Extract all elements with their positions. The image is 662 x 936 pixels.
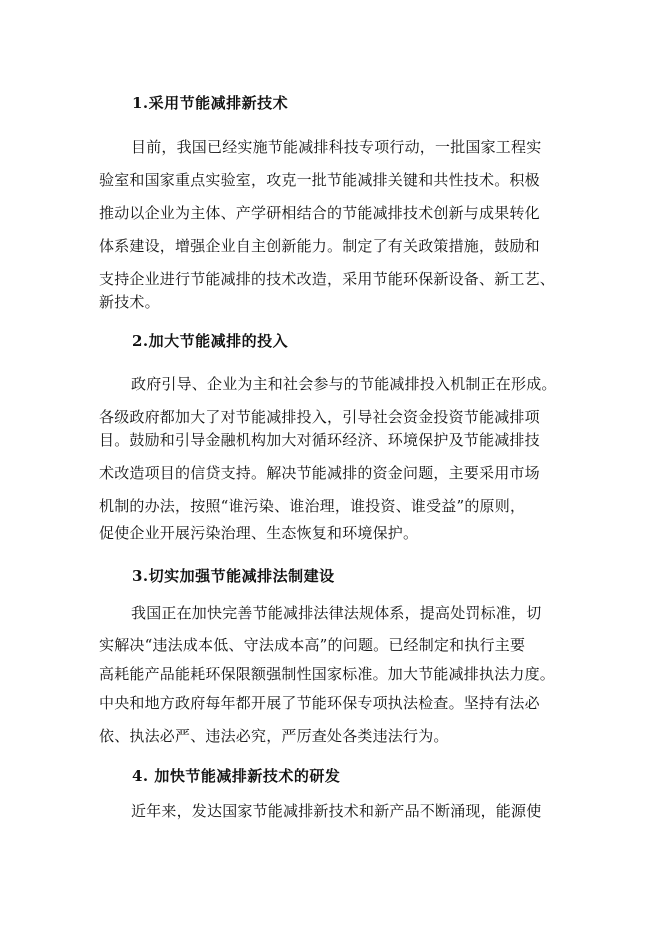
section-1-line-2: 验室和国家重点实验室，攻克一批节能减排关键和共性技术。积极 [99, 171, 540, 189]
section-4-line-1: 近年来，发达国家节能减排新技术和新产品不断涌现，能源使 [131, 802, 542, 820]
section-1-line-4: 体系建设，增强企业自主创新能力。制定了有关政策措施，鼓励和 [99, 237, 540, 255]
section-1-line-5: 支持企业进行节能减排的技术改造，采用节能环保新设备、新工艺、 [99, 270, 556, 288]
section-2-line-2: 各级政府都加大了对节能减排投入，引导社会资金投资节能减排项 [99, 408, 540, 426]
section-1-line-1: 目前，我国已经实施节能减排科技专项行动，一批国家工程实 [131, 138, 542, 156]
section-2-line-4: 术改造项目的信贷支持。解决节能减排的资金问题，主要采用市场 [99, 464, 540, 482]
section-3-line-3: 高耗能产品能耗环保限额强制性国家标准。加大节能减排执法力度。 [99, 665, 556, 683]
section-2-line-3: 目。鼓励和引导金融机构加大对循环经济、环境保护及节能减排技 [99, 431, 540, 449]
section-2-line-6: 促使企业开展污染治理、生态恢复和环境保护。 [99, 524, 419, 542]
section-2-line-1: 政府引导、企业为主和社会参与的节能减排投入机制正在形成。 [131, 375, 557, 393]
section-3-line-2: 实解决“违法成本低、守法成本高”的问题。已经制定和执行主要 [99, 636, 526, 654]
section-3-line-4: 中央和地方政府每年都开展了节能环保专项执法检查。坚持有法必 [99, 694, 540, 712]
section-3-line-5: 依、执法必严、违法必究，严厉查处各类违法行为。 [99, 727, 449, 745]
section-1-heading: 1.采用节能减排新技术 [132, 94, 289, 112]
section-3-line-1: 我国正在加快完善节能减排法律法规体系，提高处罚标准，切 [131, 604, 542, 622]
section-2-heading: 2.加大节能减排的投入 [132, 332, 289, 350]
section-1-line-3: 推动以企业为主体、产学研相结合的节能减排技术创新与成果转化 [99, 204, 540, 222]
section-1-line-6: 新技术。 [99, 293, 160, 311]
section-2-line-5: 机制的办法，按照“谁污染、谁治理，谁投资、谁受益”的原则， [99, 497, 526, 515]
section-3-heading: 3.切实加强节能减排法制建设 [132, 567, 335, 585]
section-4-heading: 4. 加快节能减排新技术的研发 [132, 767, 341, 785]
